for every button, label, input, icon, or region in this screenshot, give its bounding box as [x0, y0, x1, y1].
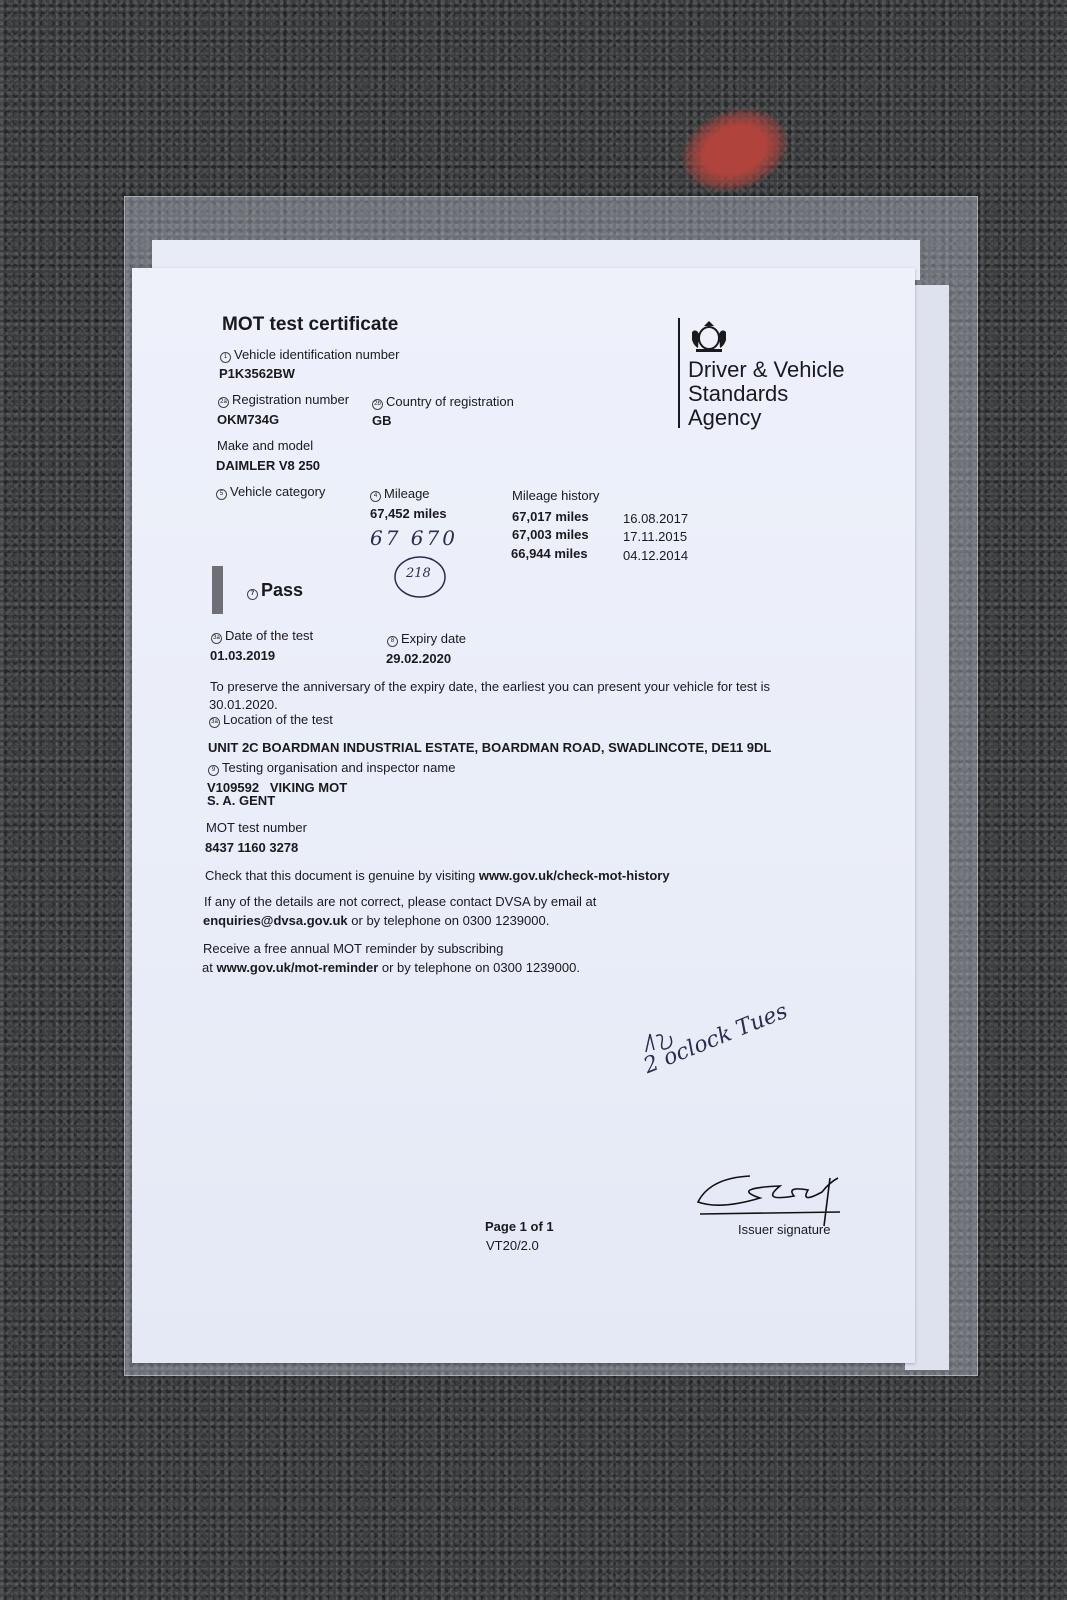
test-result: 7 Pass [247, 580, 303, 601]
mileage-history-date: 17.11.2015 [623, 529, 688, 544]
certificate-title: MOT test certificate [222, 314, 399, 335]
royal-crest-icon [688, 318, 730, 354]
form-code: VT20/2.0 [486, 1238, 539, 1253]
field-number-badge: 7 [247, 589, 258, 600]
mileage-history-date: 04.12.2014 [623, 548, 689, 563]
paint-stain [670, 94, 801, 207]
preserve-note-date: 30.01.2020. [209, 697, 278, 712]
expiry-date-label: 8 Expiry date [387, 631, 466, 647]
field-number-badge: 3a [211, 633, 222, 644]
mileage-value: 67,452 miles [370, 506, 447, 521]
vin-value: P1K3562BW [219, 366, 295, 381]
result-bar [212, 566, 223, 614]
reminder-details: at www.gov.uk/mot-reminder or by telephone on 0300 1239000. [202, 960, 580, 975]
registration-value: OKM734G [217, 412, 280, 427]
inspector-name: S. A. GENT [207, 793, 276, 808]
field-number-badge: 3a [209, 717, 220, 728]
test-date-label: 3a Date of the test [211, 628, 313, 644]
mileage-label: 4 Mileage [370, 486, 430, 502]
field-number-badge: 2b [372, 399, 383, 410]
field-number-badge: 9 [208, 765, 219, 776]
tester-label: 9 Testing organisation and inspector name [208, 760, 455, 776]
location-label: 3a Location of the test [209, 712, 333, 728]
vehicle-category-label: 5 Vehicle category [216, 484, 325, 500]
logo-divider [678, 318, 680, 428]
field-number-badge: 1 [220, 352, 231, 363]
contact-text: If any of the details are not correct, please contact DVSA by email at [204, 894, 597, 909]
mileage-history-miles: 67,017 miles [512, 509, 589, 524]
handwritten-mileage: 67 670 [370, 526, 458, 550]
mot-number-label: MOT test number [206, 820, 307, 835]
country-label: 2b Country of registration [372, 394, 514, 410]
location-value: UNIT 2C BOARDMAN INDUSTRIAL ESTATE, BOARDMAN ROAD, SWADLINCOTE, DE11 9DL [208, 740, 772, 755]
agency-name: Driver & Vehicle Standards Agency [688, 357, 845, 430]
contact-email: enquiries@dvsa.gov.uk [203, 913, 348, 928]
handwritten-note: 2 oclock Tues [640, 998, 792, 1080]
handwritten-circled-number: 218 [406, 566, 431, 581]
mileage-history-miles: 66,944 miles [511, 546, 588, 561]
mot-number-value: 8437 1160 3278 [205, 840, 299, 855]
country-value: GB [372, 413, 392, 428]
make-model-label: Make and model [217, 438, 314, 453]
issuer-signature [690, 1168, 850, 1228]
mileage-history-date: 16.08.2017 [623, 511, 689, 526]
tester-organisation: V109592 VIKING MOT [207, 780, 348, 795]
field-number-badge: 8 [387, 636, 398, 647]
field-number-badge: 4 [370, 491, 381, 502]
expiry-date-value: 29.02.2020 [386, 651, 452, 666]
field-number-badge: 2a [218, 397, 229, 408]
test-date-value: 01.03.2019 [210, 648, 276, 663]
make-model-value: DAIMLER V8 250 [216, 458, 321, 473]
check-mot-history-link: www.gov.uk/check-mot-history [478, 868, 670, 883]
mileage-history-label: Mileage history [512, 488, 600, 503]
preserve-note: To preserve the anniversary of the expiry date, the earliest you can present your vehicle for test is [210, 679, 771, 694]
issuer-signature-label: Issuer signature [738, 1222, 831, 1237]
registration-label: 2a Registration number [218, 392, 349, 408]
field-number-badge: 5 [216, 489, 227, 500]
mot-reminder-link: www.gov.uk/mot-reminder [216, 960, 379, 975]
contact-details: enquiries@dvsa.gov.uk or by telephone on 0300 1239000. [203, 913, 550, 928]
mileage-history-miles: 67,003 miles [512, 527, 589, 542]
vin-label: 1 Vehicle identification number [220, 347, 400, 363]
page-number: Page 1 of 1 [485, 1219, 554, 1234]
reminder-text: Receive a free annual MOT reminder by subscribing [203, 941, 504, 956]
check-text: Check that this document is genuine by visiting www.gov.uk/check-mot-history [205, 868, 670, 883]
